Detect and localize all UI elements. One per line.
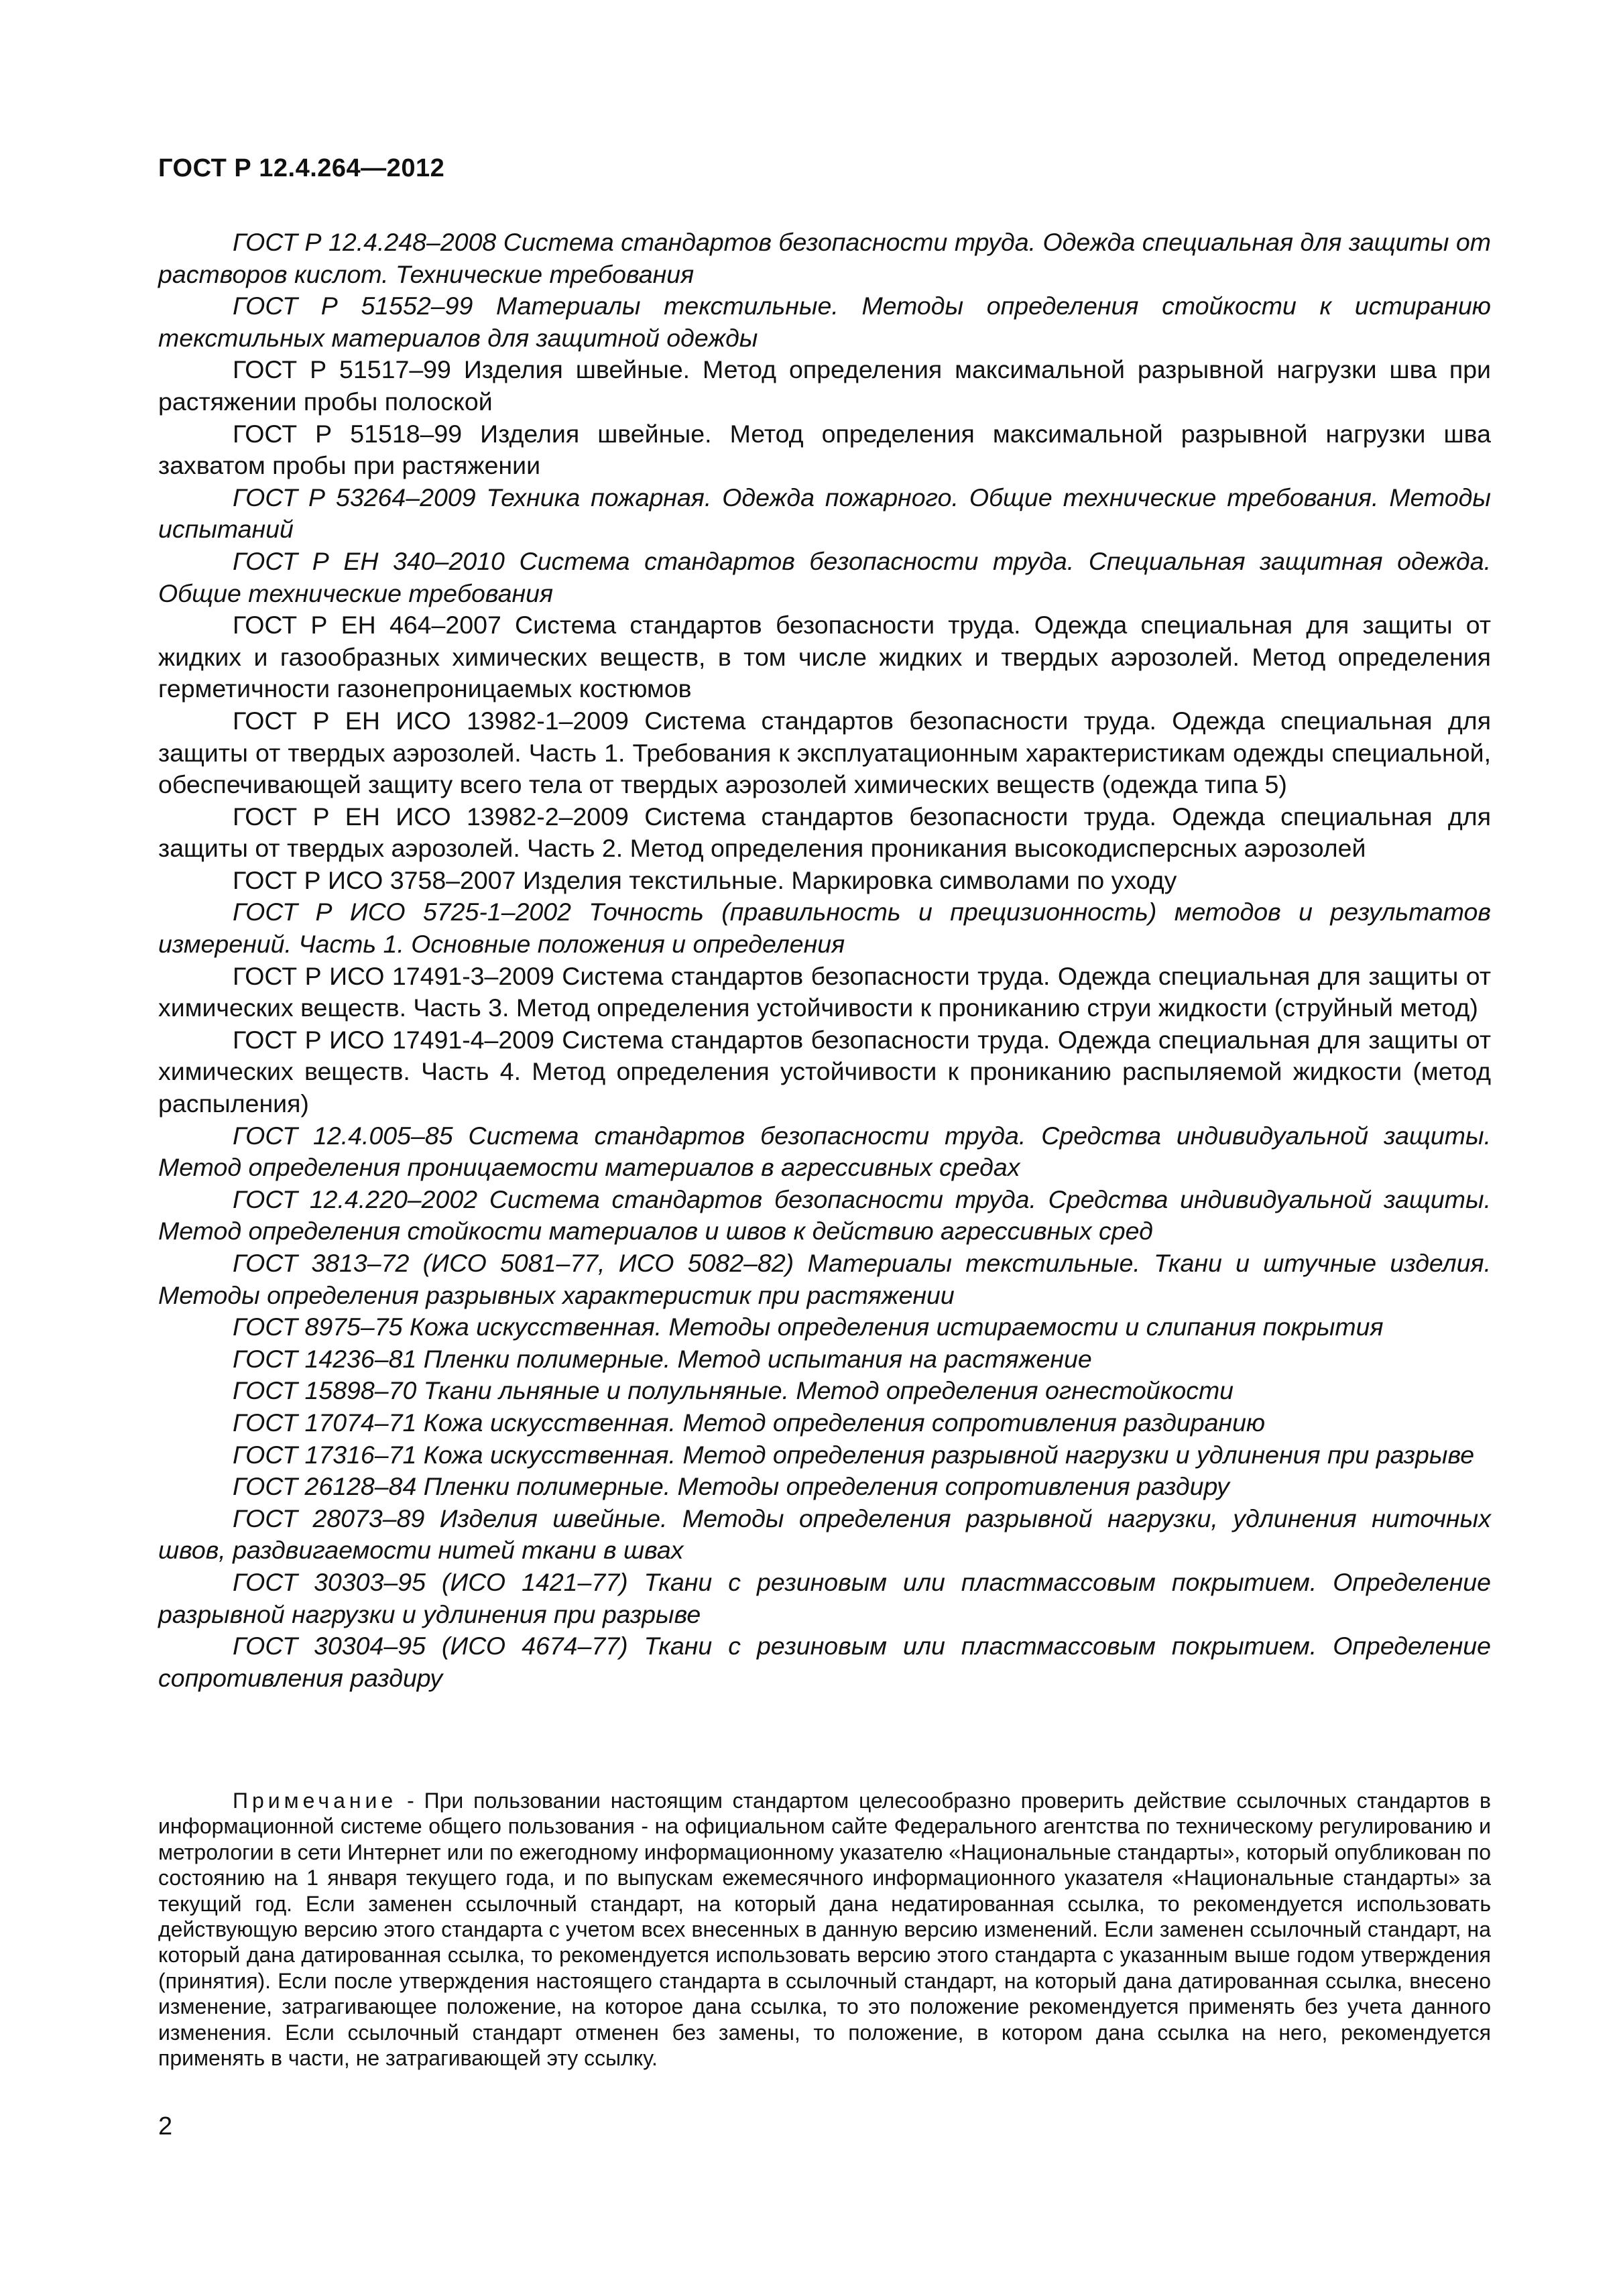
reference-item: ГОСТ Р 51517–99 Изделия швейные. Метод определения максимальной разрывной нагрузки шва при растяжении пробы полоской <box>158 355 1491 416</box>
reference-item: ГОСТ 30303–95 (ИСО 1421–77) Ткани с резиновым или пластмассовым покрытием. Определение разрывной нагрузки и удлинения при разрыве <box>158 1567 1491 1628</box>
reference-item: ГОСТ Р ИСО 17491-4–2009 Система стандартов безопасности труда. Одежда специальная для защиты от химических веществ. Часть 4. Метод определения устойчивости к прониканию распыляемой жидкости (метод распыления) <box>158 1025 1491 1118</box>
reference-item: ГОСТ 28073–89 Изделия швейные. Методы определения разрывной нагрузки, удлинения ниточных швов, раздвигаемости нитей ткани в швах <box>158 1504 1491 1565</box>
reference-item: ГОСТ 12.4.005–85 Система стандартов безопасности труда. Средства индивидуальной защиты. Метод определения проницаемости материалов в агрессивных средах <box>158 1121 1491 1182</box>
note-text: - При пользовании настоящим стандартом целесообразно проверить действие ссылочных стандартов в информационной системе общего пользования - на официальном сайте Федерального агентства по техническому регулированию и метрологии в сети Интернет или по ежегодному информационному указателю «Национальные стандарты», который опубликован по состоянию на 1 января текущего года, и по выпускам ежемесячного информационного указателя «Национальные стандарты» за текущий год. Если заменен ссылочный стандарт, на который дана недатированная ссылка, то рекомендуется использовать действующую версию этого стандарта с учетом всех внесенных в данную версию изменений. Если заменен ссылочный стандарт, на который дана датированная ссылка, то рекомендуется использовать версию этого стандарта с указанным выше годом утверждения (принятия). Если после утверждения настоящего стандарта в ссылочный стандарт, на который дана датированная ссылка, внесено изменение, затрагивающее положение, на которое дана ссылка, то это положение рекомендуется применять без учета данного изменения. Если ссылочный стандарт отменен без замены, то положение, в котором дана ссылка на него, рекомендуется применять в части, не затрагивающей эту ссылку. <box>158 1789 1491 2071</box>
reference-item: ГОСТ 12.4.220–2002 Система стандартов безопасности труда. Средства индивидуальной защиты. Метод определения стойкости материалов и швов к действию агрессивных сред <box>158 1185 1491 1246</box>
reference-item: ГОСТ Р ЕН 340–2010 Система стандартов безопасности труда. Специальная защитная одежда. Общие технические требования <box>158 546 1491 607</box>
reference-item: ГОСТ Р ЕН 464–2007 Система стандартов безопасности труда. Одежда специальная для защиты от жидких и газообразных химических веществ, в том числе жидких и твердых аэрозолей. Метод определения герметичности газонепроницаемых костюмов <box>158 611 1491 703</box>
reference-item: ГОСТ 8975–75 Кожа искусственная. Методы определения истираемости и слипания покрытия <box>233 1313 1384 1341</box>
reference-item: ГОСТ Р ЕН ИСО 13982-1–2009 Система стандартов безопасности труда. Одежда специальная для защиты от твердых аэрозолей. Часть 1. Требования к эксплуатационным характеристикам одежды специальной, обеспечивающей защиту всего тела от твердых аэрозолей химических веществ (одежда типа 5) <box>158 706 1491 799</box>
reference-item: ГОСТ 17074–71 Кожа искусственная. Метод определения сопротивления раздиранию <box>233 1408 1266 1437</box>
reference-item: ГОСТ Р 12.4.248–2008 Система стандартов безопасности труда. Одежда специальная для защиты от растворов кислот. Технические требования <box>158 228 1491 288</box>
reference-item: ГОСТ 14236–81 Пленки полимерные. Метод испытания на растяжение <box>233 1344 1092 1373</box>
note-paragraph <box>158 1788 1491 2071</box>
reference-item: ГОСТ 15898–70 Ткани льняные и полульняные. Метод определения огнестойкости <box>233 1376 1234 1405</box>
reference-item: ГОСТ Р ИСО 17491-3–2009 Система стандартов безопасности труда. Одежда специальная для защиты от химических веществ. Часть 3. Метод определения устойчивости к прониканию струи жидкости (струйный метод) <box>158 961 1491 1022</box>
reference-item: ГОСТ Р 51552–99 Материалы текстильные. Методы определения стойкости к истиранию текстильных материалов для защитной одежды <box>158 292 1491 352</box>
page-number: 2 <box>158 2112 173 2140</box>
document-code-header: ГОСТ Р 12.4.264—2012 <box>158 154 445 182</box>
reference-item: ГОСТ 26128–84 Пленки полимерные. Методы определения сопротивления раздиру <box>233 1472 1229 1501</box>
reference-item: ГОСТ 30304–95 (ИСО 4674–77) Ткани с резиновым или пластмассовым покрытием. Определение сопротивления раздиру <box>158 1632 1491 1692</box>
reference-item: ГОСТ Р 51518–99 Изделия швейные. Метод определения максимальной разрывной нагрузки шва захватом пробы при растяжении <box>158 419 1491 480</box>
reference-item: ГОСТ Р ИСО 3758–2007 Изделия текстильные. Маркировка символами по уходу <box>233 865 1177 894</box>
normative-references-list <box>158 227 1491 1694</box>
note-label: Примечание <box>233 1789 398 1813</box>
reference-item: ГОСТ Р 53264–2009 Техника пожарная. Одежда пожарного. Общие технические требования. Методы испытаний <box>158 483 1491 544</box>
reference-item: ГОСТ Р ИСО 5725-1–2002 Точность (правильность и прецизионность) методов и результатов измерений. Часть 1. Основные положения и определения <box>158 898 1491 959</box>
reference-item: ГОСТ 17316–71 Кожа искусственная. Метод определения разрывной нагрузки и удлинения при разрыве <box>233 1440 1475 1469</box>
reference-item: ГОСТ 3813–72 (ИСО 5081–77, ИСО 5082–82) Материалы текстильные. Ткани и штучные изделия. Методы определения разрывных характеристик при растяжении <box>158 1249 1491 1309</box>
reference-item: ГОСТ Р ЕН ИСО 13982-2–2009 Система стандартов безопасности труда. Одежда специальная для защиты от твердых аэрозолей. Часть 2. Метод определения проникания высокодисперсных аэрозолей <box>158 802 1491 863</box>
